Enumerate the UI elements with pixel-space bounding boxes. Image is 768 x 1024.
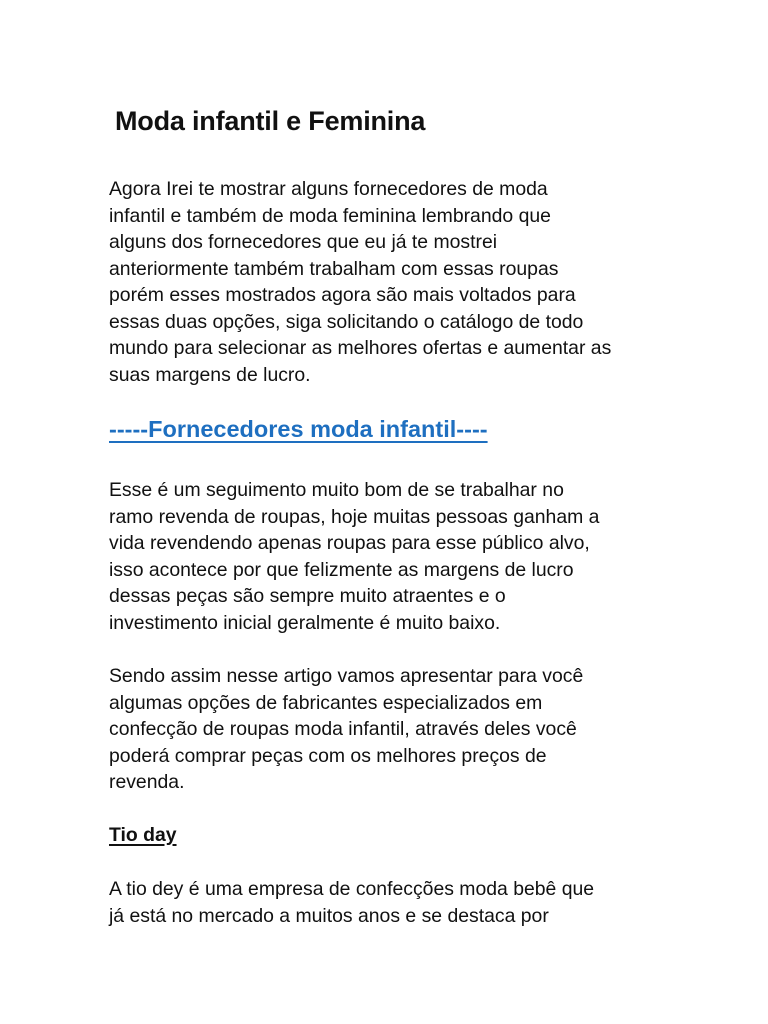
intro-line: mundo para selecionar as melhores ofertas e aumentar as — [109, 337, 612, 359]
paragraph-line: confecção de roupas moda infantil, através deles você — [109, 718, 577, 740]
section-paragraph-2 — [109, 663, 689, 796]
intro-line: porém esses mostrados agora são mais voltados para — [109, 284, 576, 306]
intro-line: infantil e também de moda feminina lembrando que — [109, 204, 551, 227]
section-paragraph-1 — [109, 477, 689, 636]
paragraph-line: Esse é um seguimento muito bom de se trabalhar no — [109, 479, 564, 501]
paragraph-line: algumas opções de fabricantes especializados em — [109, 691, 543, 714]
intro-line: alguns dos fornecedores que eu já te mostrei — [109, 231, 498, 253]
intro-line: suas margens de lucro. — [109, 363, 311, 386]
intro-line: essas duas opções, siga solicitando o catálogo de todo — [109, 310, 584, 333]
subheading-paragraph — [109, 876, 689, 929]
paragraph-line: investimento inicial geralmente é muito baixo. — [109, 611, 501, 634]
paragraph-line: dessas peças são sempre muito atraentes e o — [109, 585, 506, 607]
paragraph-line: A tio dey é uma empresa de confecções moda bebê que — [109, 878, 595, 900]
section-heading-link[interactable]: -----Fornecedores moda infantil---- — [109, 416, 488, 442]
paragraph-line: já está no mercado a muitos anos e se destaca por — [109, 904, 549, 927]
paragraph-line: revenda. — [109, 771, 185, 793]
paragraph-line: vida revendendo apenas roupas para esse público alvo, — [109, 532, 590, 554]
paragraph-line: isso acontece por que felizmente as margens de lucro — [109, 558, 574, 581]
intro-paragraph — [109, 176, 689, 388]
subheading-tio-day: Tio day — [109, 824, 177, 846]
paragraph-line: ramo revenda de roupas, hoje muitas pessoas ganham a — [109, 505, 600, 528]
paragraph-line: Sendo assim nesse artigo vamos apresentar para você — [109, 665, 584, 687]
paragraph-line: poderá comprar peças com os melhores preços de — [109, 744, 547, 767]
document-title: Moda infantil e Feminina — [115, 106, 426, 136]
intro-line: Agora Irei te mostrar alguns fornecedores de moda — [109, 178, 548, 200]
intro-line: anteriormente também trabalham com essas roupas — [109, 257, 559, 280]
